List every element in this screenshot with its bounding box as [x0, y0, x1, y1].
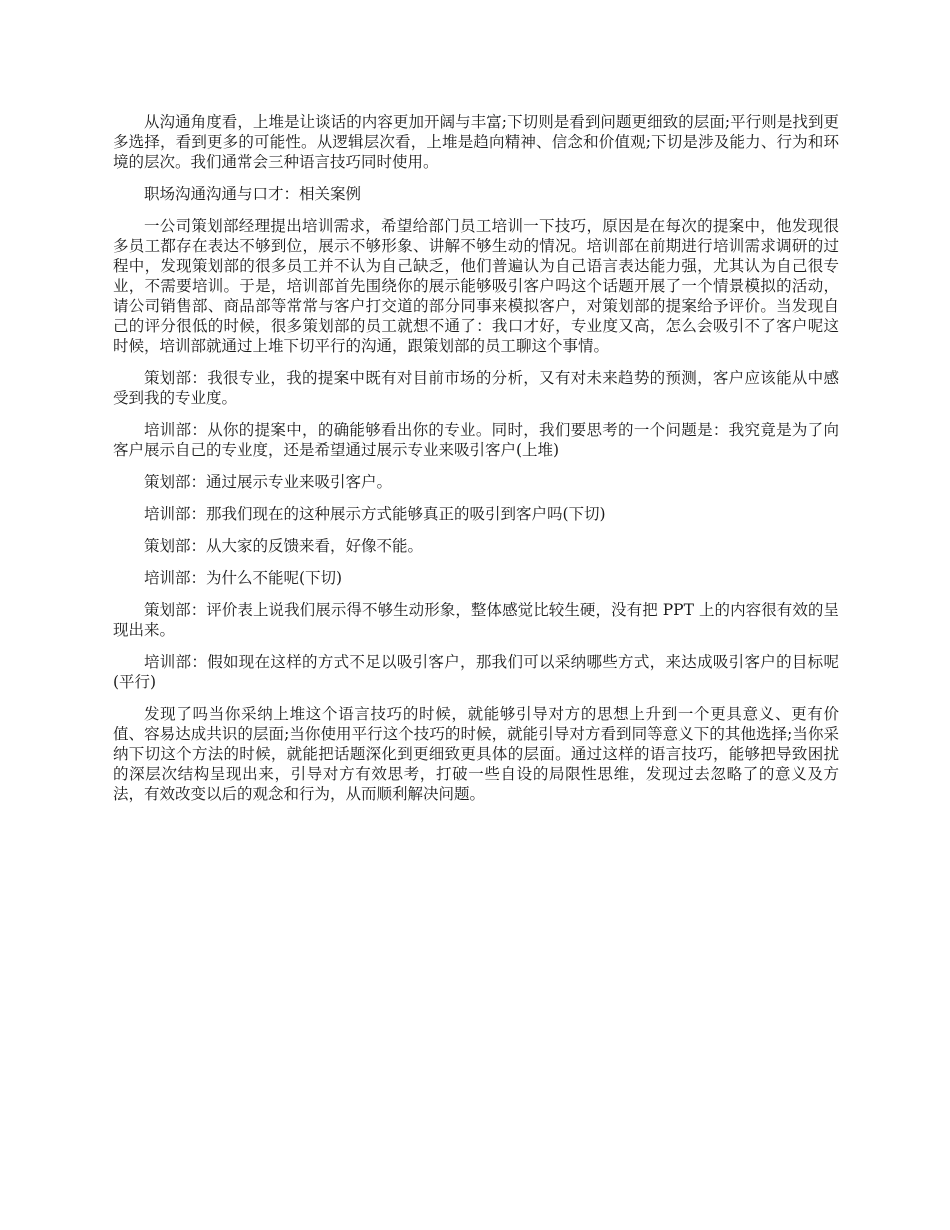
paragraph-case-background: 一公司策划部经理提出培训需求，希望给部门员工培训一下技巧，原因是在每次的提案中，他发现很多员工都存在表达不够到位，展示不够形象、讲解不够生动的情况。培训部在前期进行培训需求调研的过程中，发现策划部的很多员工并不认为自己缺乏，他们普遍认为自己语言表达能力强，尤其认为自己很专业，不需要培训。于是，培训部首先围绕你的展示能够吸引客户吗这个话题开展了一个情景模拟的活动，请公司销售部、商品部等常常与客户打交道的部分同事来模拟客户，对策划部的提案给予评价。当发现自己的评分很低的时候，很多策划部的员工就想不通了：我口才好，专业度又高，怎么会吸引不了客户呢这时候，培训部就通过上堆下切平行的沟通，跟策划部的员工聊这个事情。 [113, 217, 839, 355]
dialogue-planning-2: 策划部：通过展示专业来吸引客户。 [144, 473, 393, 491]
dialogue-planning-3: 策划部：从大家的反馈来看，好像不能。 [144, 537, 424, 555]
section-heading-case: 职场沟通沟通与口才：相关案例 [144, 185, 362, 203]
dialogue-training-3: 培训部：为什么不能呢(下切) [144, 569, 343, 587]
dialogue-training-4: 培训部：假如现在这样的方式不足以吸引客户，那我们可以采纳哪些方式，来达成吸引客户的目标呢(平行) [113, 653, 839, 691]
dialogue-training-2: 培训部：那我们现在的这种展示方式能够真正的吸引到客户吗(下切) [144, 505, 606, 523]
dialogue-planning-1: 策划部：我很专业，我的提案中既有对目前市场的分析，又有对未来趋势的预测，客户应该能从中感受到我的专业度。 [113, 369, 839, 407]
dialogue-training-1: 培训部：从你的提案中，的确能够看出你的专业。同时，我们要思考的一个问题是：我究竟是为了向客户展示自己的专业度，还是希望通过展示专业来吸引客户(上堆) [113, 421, 839, 459]
paragraph-communication-angle: 从沟通角度看，上堆是让谈话的内容更加开阔与丰富;下切则是看到问题更细致的层面;平行则是找到更多选择，看到更多的可能性。从逻辑层次看，上堆是趋向精神、信念和价值观;下切是涉及能力、行为和环境的层次。我们通常会三种语言技巧同时使用。 [113, 113, 839, 171]
document-body [113, 112, 839, 816]
dialogue-planning-4: 策划部：评价表上说我们展示得不够生动形象，整体感觉比较生硬，没有把 PPT 上的内容很有效的呈现出来。 [113, 601, 839, 639]
paragraph-conclusion: 发现了吗当你采纳上堆这个语言技巧的时候，就能够引导对方的思想上升到一个更具意义、更有价值、容易达成共识的层面;当你使用平行这个技巧的时候，就能引导对方看到同等意义下的其他选择;当你采纳下切这个方法的时候，就能把话题深化到更细致更具体的层面。通过这样的语言技巧，能够把导致困扰的深层次结构呈现出来，引导对方有效思考，打破一些自设的局限性思维，发现过去忽略了的意义及方法，有效改变以后的观念和行为，从而顺利解决问题。 [113, 705, 839, 803]
